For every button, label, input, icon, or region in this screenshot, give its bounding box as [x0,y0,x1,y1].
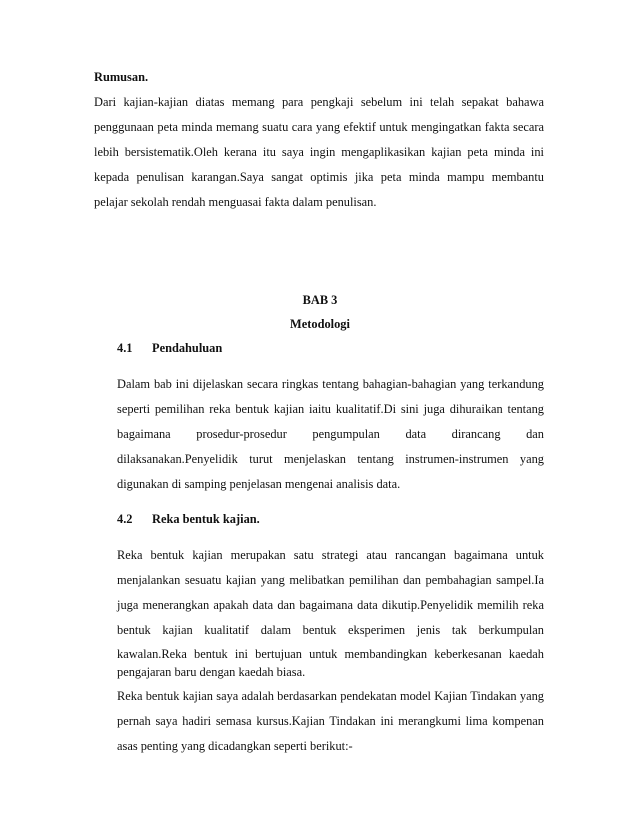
chapter-title: Metodologi [290,317,350,331]
section-4-2-line-2: menjalankan sesuatu kajian yang melibatkan pemilihan dan pembahagian sampel.Ia [117,573,544,587]
section-4-1-line-3: bagaimana prosedur-prosedur pengumpulan data dirancang dan [117,427,544,441]
section-4-2-line-5: kawalan.Reka bentuk ini bertujuan untuk membandingkan keberkesanan kaedah [117,647,544,661]
section-4-1-title: Pendahuluan [152,341,223,355]
section-4-2-line-8: pernah saya hadiri semasa kursus.Kajian Tindakan ini merangkumi lima kompenan [117,714,544,728]
rumusan-line-4: kepada penulisan karangan.Saya sangat optimis jika peta minda mampu membantu [94,170,544,184]
section-4-2-line-6: pengajaran baru dengan kaedah biasa. [117,665,306,679]
rumusan-line-3: lebih bersistematik.Oleh kerana itu saya ingin mengaplikasikan kajian peta minda ini [94,145,544,159]
section-4-2-line-3: juga menerangkan apakah data dan bagaimana data dikutip.Penyelidik memilih reka [117,598,544,612]
section-4-1-line-4: dilaksanakan.Penyelidik turut menjelaskan tentang instrumen-instrumen yang [117,452,544,466]
section-4-1-line-5: digunakan di samping penjelasan mengenai analisis data. [117,477,401,491]
section-4-1-number: 4.1 [117,341,133,355]
rumusan-line-2: penggunaan peta minda memang suatu cara yang efektif untuk mengingatkan fakta secara [94,120,544,134]
section-4-1-line-1: Dalam bab ini dijelaskan secara ringkas tentang bahagian-bahagian yang terkandung [117,377,544,391]
rumusan-line-1: Dari kajian-kajian diatas memang para pengkaji sebelum ini telah sepakat bahawa [94,95,544,109]
section-4-2-line-9: asas penting yang dicadangkan seperti berikut:- [117,739,353,753]
section-4-2-line-4: bentuk kajian kualitatif dalam bentuk eksperimen jenis tak berkumpulan [117,623,544,637]
rumusan-heading: Rumusan. [94,70,149,84]
section-4-1-line-2: seperti pemilihan reka bentuk kajian iaitu kualitatif.Di sini juga dihuraikan tentang [117,402,544,416]
section-4-2-line-7: Reka bentuk kajian saya adalah berdasarkan pendekatan model Kajian Tindakan yang [117,689,544,703]
section-4-2-title: Reka bentuk kajian. [152,512,260,526]
section-4-2-line-1: Reka bentuk kajian merupakan satu strategi atau rancangan bagaimana untuk [117,548,544,562]
rumusan-line-5: pelajar sekolah rendah menguasai fakta dalam penulisan. [94,195,377,209]
section-4-2-number: 4.2 [117,512,133,526]
chapter-number: BAB 3 [302,293,338,307]
